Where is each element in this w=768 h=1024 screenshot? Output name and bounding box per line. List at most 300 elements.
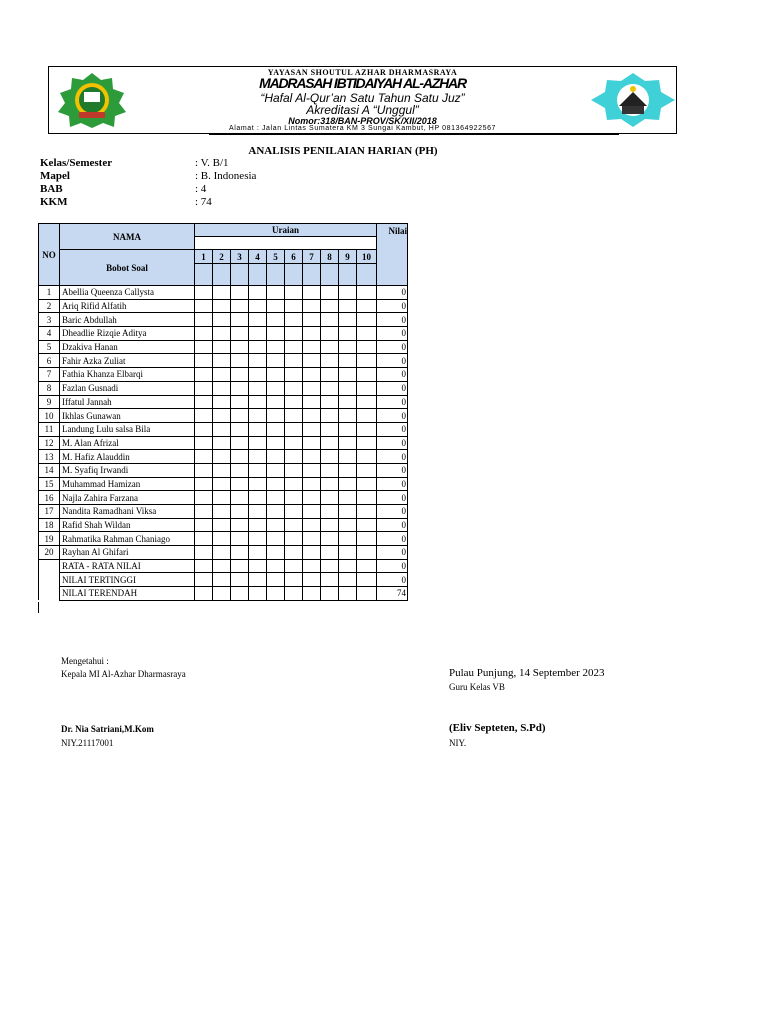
score-cell: [213, 340, 231, 354]
score-cell: [357, 546, 377, 560]
summary-value: 0: [377, 559, 408, 573]
score-cell: [357, 286, 377, 300]
address-divider: [209, 134, 619, 135]
score-cell: [303, 286, 321, 300]
score-cell: [195, 313, 213, 327]
score-cell: [357, 409, 377, 423]
score-cell: [321, 381, 339, 395]
score-cell: [267, 436, 285, 450]
score-cell: [285, 422, 303, 436]
score-cell: [213, 436, 231, 450]
acknowledged-label: Mengetahui :: [61, 656, 109, 666]
score-cell: [321, 450, 339, 464]
score-cell: [195, 422, 213, 436]
student-nilai: 0: [377, 381, 408, 395]
score-cell: [321, 368, 339, 382]
student-name: Dzakiva Hanan: [60, 340, 195, 354]
score-cell: [285, 436, 303, 450]
score-cell: [231, 327, 249, 341]
score-cell: [267, 286, 285, 300]
student-name: Fathia Khanza Elbarqi: [60, 368, 195, 382]
school-name: MADRASAH IBTIDAIYAH AL-AZHAR: [259, 75, 466, 91]
score-cell: [339, 587, 357, 601]
score-cell: [267, 463, 285, 477]
score-cell: [249, 559, 267, 573]
teacher-id: NIY.: [449, 738, 467, 748]
score-cell: [285, 313, 303, 327]
student-nilai: 0: [377, 463, 408, 477]
score-cell: [321, 587, 339, 601]
score-cell: [321, 354, 339, 368]
score-cell: [267, 573, 285, 587]
student-nilai: 0: [377, 409, 408, 423]
score-cell: [357, 327, 377, 341]
school-motto: “Hafal Al-Qur’an Satu Tahun Satu Juz”: [260, 91, 465, 105]
score-cell: [231, 422, 249, 436]
score-cell: [303, 559, 321, 573]
student-nilai: 0: [377, 505, 408, 519]
summary-blank-cell: [39, 587, 60, 601]
summary-label: RATA - RATA NILAI: [60, 559, 195, 573]
score-cell: [285, 587, 303, 601]
headmaster-name: Dr. Nia Satriani,M.Kom: [61, 724, 154, 734]
summary-value: 0: [377, 573, 408, 587]
score-cell: [285, 299, 303, 313]
score-cell: [213, 313, 231, 327]
score-cell: [339, 327, 357, 341]
score-cell: [213, 532, 231, 546]
score-cell: [339, 505, 357, 519]
score-cell: [303, 587, 321, 601]
score-cell: [357, 491, 377, 505]
score-cell: [321, 573, 339, 587]
score-cell: [303, 518, 321, 532]
question-header: 3: [231, 250, 249, 264]
score-cell: [195, 395, 213, 409]
score-cell: [231, 491, 249, 505]
score-cell: [213, 559, 231, 573]
score-cell: [249, 327, 267, 341]
score-cell: [357, 299, 377, 313]
subject-value: : B. Indonesia: [195, 170, 257, 182]
score-cell: [267, 491, 285, 505]
table-row: [39, 505, 408, 519]
score-cell: [267, 327, 285, 341]
student-number: 10: [39, 409, 60, 423]
table-row: [39, 422, 408, 436]
score-cell: [213, 354, 231, 368]
score-cell: [195, 477, 213, 491]
score-cell: [213, 463, 231, 477]
score-cell: [339, 313, 357, 327]
score-cell: [303, 368, 321, 382]
score-cell: [267, 505, 285, 519]
table-row: [39, 327, 408, 341]
score-cell: [267, 532, 285, 546]
score-cell: [249, 532, 267, 546]
score-cell: [213, 505, 231, 519]
bobot-cell: [231, 264, 249, 286]
student-name: Fazlan Gusnadi: [60, 381, 195, 395]
score-cell: [357, 395, 377, 409]
student-nilai: 0: [377, 340, 408, 354]
bobot-cell: [195, 264, 213, 286]
score-cell: [231, 463, 249, 477]
score-cell: [213, 368, 231, 382]
student-nilai: 0: [377, 532, 408, 546]
score-cell: [213, 587, 231, 601]
score-cell: [339, 368, 357, 382]
score-cell: [231, 573, 249, 587]
score-cell: [213, 546, 231, 560]
score-cell: [231, 340, 249, 354]
score-cell: [195, 286, 213, 300]
score-cell: [267, 559, 285, 573]
table-row: [39, 354, 408, 368]
student-name: Abellia Queenza Callysta: [60, 286, 195, 300]
score-cell: [195, 463, 213, 477]
score-cell: [285, 381, 303, 395]
score-cell: [231, 409, 249, 423]
table-row: [39, 409, 408, 423]
score-cell: [357, 477, 377, 491]
score-cell: [195, 381, 213, 395]
score-cell: [357, 313, 377, 327]
score-cell: [285, 450, 303, 464]
question-header: 8: [321, 250, 339, 264]
score-cell: [285, 463, 303, 477]
table-row: [39, 436, 408, 450]
score-cell: [213, 381, 231, 395]
score-cell: [321, 327, 339, 341]
score-cell: [285, 505, 303, 519]
student-number: 3: [39, 313, 60, 327]
score-cell: [213, 491, 231, 505]
score-cell: [357, 340, 377, 354]
score-cell: [249, 313, 267, 327]
column-header-bobot: Bobot Soal: [60, 250, 195, 286]
student-nilai: 0: [377, 368, 408, 382]
score-cell: [285, 368, 303, 382]
score-cell: [339, 491, 357, 505]
question-header: 7: [303, 250, 321, 264]
summary-blank-cell: [39, 559, 60, 573]
score-cell: [213, 450, 231, 464]
score-cell: [357, 587, 377, 601]
score-cell: [195, 299, 213, 313]
score-cell: [339, 395, 357, 409]
score-cell: [213, 299, 231, 313]
student-number: 6: [39, 354, 60, 368]
score-cell: [267, 477, 285, 491]
score-cell: [249, 546, 267, 560]
student-number: 20: [39, 546, 60, 560]
score-cell: [231, 587, 249, 601]
student-name: Ikhlas Gunawan: [60, 409, 195, 423]
score-cell: [321, 532, 339, 546]
student-name: M. Syafiq Irwandi: [60, 463, 195, 477]
student-nilai: 0: [377, 354, 408, 368]
score-cell: [303, 327, 321, 341]
score-cell: [213, 327, 231, 341]
score-cell: [339, 340, 357, 354]
column-header-no: NO: [39, 224, 60, 286]
table-row: [39, 491, 408, 505]
score-cell: [303, 299, 321, 313]
bobot-cell: [267, 264, 285, 286]
score-cell: [249, 587, 267, 601]
document-title: ANALISIS PENILAIAN HARIAN (PH): [248, 145, 438, 157]
student-number: 16: [39, 491, 60, 505]
question-header: 10: [357, 250, 377, 264]
question-header: 6: [285, 250, 303, 264]
score-cell: [285, 340, 303, 354]
score-cell: [339, 354, 357, 368]
table-row: [39, 395, 408, 409]
bobot-cell: [321, 264, 339, 286]
table-row: [39, 450, 408, 464]
student-number: 8: [39, 381, 60, 395]
score-cell: [231, 546, 249, 560]
score-cell: [231, 505, 249, 519]
student-number: 4: [39, 327, 60, 341]
grades-table: [38, 223, 408, 601]
table-row: [39, 286, 408, 300]
score-cell: [195, 409, 213, 423]
score-cell: [339, 518, 357, 532]
score-cell: [303, 505, 321, 519]
score-cell: [267, 450, 285, 464]
score-cell: [231, 559, 249, 573]
score-cell: [231, 286, 249, 300]
foundation-name: YAYASAN SHOUTUL AZHAR DHARMASRAYA: [267, 68, 458, 77]
question-header: 9: [339, 250, 357, 264]
score-cell: [321, 491, 339, 505]
score-cell: [267, 422, 285, 436]
table-row: [39, 532, 408, 546]
score-cell: [357, 436, 377, 450]
student-name: Baric Abdullah: [60, 313, 195, 327]
summary-row: [39, 587, 408, 601]
bobot-cell: [249, 264, 267, 286]
score-cell: [267, 546, 285, 560]
score-cell: [213, 422, 231, 436]
student-nilai: 0: [377, 286, 408, 300]
score-cell: [285, 491, 303, 505]
student-name: Najla Zahira Farzana: [60, 491, 195, 505]
score-cell: [195, 559, 213, 573]
table-row: [39, 368, 408, 382]
score-cell: [321, 340, 339, 354]
score-cell: [321, 436, 339, 450]
score-cell: [231, 518, 249, 532]
decree-number: Nomor:318/BAN-PROV/SK/XII/2018: [288, 116, 437, 126]
score-cell: [303, 477, 321, 491]
score-cell: [303, 573, 321, 587]
score-cell: [267, 340, 285, 354]
score-cell: [195, 354, 213, 368]
score-cell: [267, 381, 285, 395]
score-cell: [249, 450, 267, 464]
summary-blank-cell: [39, 573, 60, 587]
score-cell: [303, 340, 321, 354]
score-cell: [303, 491, 321, 505]
score-cell: [267, 587, 285, 601]
score-cell: [339, 546, 357, 560]
score-cell: [231, 381, 249, 395]
score-cell: [285, 395, 303, 409]
score-cell: [339, 286, 357, 300]
score-cell: [285, 532, 303, 546]
score-cell: [303, 436, 321, 450]
score-cell: [357, 532, 377, 546]
score-cell: [195, 546, 213, 560]
score-cell: [249, 340, 267, 354]
score-cell: [267, 354, 285, 368]
score-cell: [249, 409, 267, 423]
score-cell: [303, 395, 321, 409]
score-cell: [195, 340, 213, 354]
table-row: [39, 381, 408, 395]
school-address: Alamat : Jalan Lintas Sumatera KM 3 Sungai Kambut, HP 081364922567: [228, 125, 497, 132]
score-cell: [285, 409, 303, 423]
score-cell: [249, 286, 267, 300]
score-cell: [321, 299, 339, 313]
score-cell: [213, 518, 231, 532]
score-cell: [213, 573, 231, 587]
student-number: 9: [39, 395, 60, 409]
student-number: 13: [39, 450, 60, 464]
score-cell: [231, 313, 249, 327]
score-cell: [249, 395, 267, 409]
student-number: 5: [39, 340, 60, 354]
uraian-spacer: [195, 237, 377, 250]
table-row: [39, 546, 408, 560]
student-nilai: 0: [377, 395, 408, 409]
score-cell: [303, 463, 321, 477]
student-name: Iffatul Jannah: [60, 395, 195, 409]
score-cell: [195, 491, 213, 505]
student-number: 2: [39, 299, 60, 313]
kkm-value: : 74: [195, 196, 212, 208]
question-header: 2: [213, 250, 231, 264]
table-row: [39, 477, 408, 491]
accreditation: Akreditasi A “Unggul”: [306, 103, 419, 117]
score-cell: [267, 395, 285, 409]
score-cell: [321, 395, 339, 409]
score-cell: [339, 436, 357, 450]
chapter-value: : 4: [195, 183, 207, 195]
grades-body: [39, 286, 408, 601]
score-cell: [249, 381, 267, 395]
score-cell: [357, 381, 377, 395]
score-cell: [267, 313, 285, 327]
score-cell: [321, 546, 339, 560]
student-nilai: 0: [377, 327, 408, 341]
score-cell: [321, 559, 339, 573]
bobot-cell: [357, 264, 377, 286]
score-cell: [231, 354, 249, 368]
student-nilai: 0: [377, 422, 408, 436]
class-semester-value: : V. B/1: [195, 157, 229, 169]
score-cell: [231, 450, 249, 464]
score-cell: [357, 422, 377, 436]
score-cell: [249, 436, 267, 450]
student-name: Rahmatika Rahman Chaniago: [60, 532, 195, 546]
score-cell: [357, 573, 377, 587]
score-cell: [321, 313, 339, 327]
score-cell: [339, 422, 357, 436]
score-cell: [195, 450, 213, 464]
student-name: Rafid Shah Wildan: [60, 518, 195, 532]
class-semester-label: Kelas/Semester: [40, 157, 113, 169]
score-cell: [321, 409, 339, 423]
student-nilai: 0: [377, 313, 408, 327]
score-cell: [195, 436, 213, 450]
score-cell: [303, 313, 321, 327]
headmaster-role: Kepala MI Al-Azhar Dharmasraya: [61, 669, 186, 679]
table-row: [39, 463, 408, 477]
chapter-label: BAB: [40, 183, 63, 195]
score-cell: [357, 559, 377, 573]
score-cell: [249, 368, 267, 382]
score-cell: [303, 409, 321, 423]
student-nilai: 0: [377, 546, 408, 560]
student-nilai: 0: [377, 436, 408, 450]
score-cell: [195, 368, 213, 382]
score-cell: [357, 354, 377, 368]
score-cell: [195, 327, 213, 341]
score-cell: [339, 477, 357, 491]
score-cell: [339, 409, 357, 423]
student-number: 11: [39, 422, 60, 436]
bobot-cell: [303, 264, 321, 286]
score-cell: [339, 532, 357, 546]
score-cell: [249, 518, 267, 532]
student-name: Fahir Azka Zuliat: [60, 354, 195, 368]
teacher-name: (Eliv Septeten, S.Pd): [449, 722, 546, 734]
student-number: 19: [39, 532, 60, 546]
score-cell: [213, 395, 231, 409]
score-cell: [321, 463, 339, 477]
score-cell: [357, 368, 377, 382]
table-edge-line: [38, 602, 39, 613]
score-cell: [285, 286, 303, 300]
column-header-nilai: Nilai: [377, 224, 408, 286]
table-row: [39, 518, 408, 532]
score-cell: [249, 477, 267, 491]
summary-row: [39, 559, 408, 573]
score-cell: [303, 422, 321, 436]
score-cell: [267, 368, 285, 382]
student-number: 18: [39, 518, 60, 532]
student-number: 17: [39, 505, 60, 519]
student-nilai: 0: [377, 477, 408, 491]
score-cell: [339, 463, 357, 477]
column-header-nama: NAMA: [60, 224, 195, 250]
score-cell: [339, 573, 357, 587]
summary-label: NILAI TERENDAH: [60, 587, 195, 601]
score-cell: [231, 436, 249, 450]
student-nilai: 0: [377, 299, 408, 313]
score-cell: [321, 286, 339, 300]
score-cell: [339, 559, 357, 573]
score-cell: [249, 354, 267, 368]
student-name: Muhammad Hamizan: [60, 477, 195, 491]
score-cell: [231, 368, 249, 382]
score-cell: [321, 505, 339, 519]
student-nilai: 0: [377, 518, 408, 532]
